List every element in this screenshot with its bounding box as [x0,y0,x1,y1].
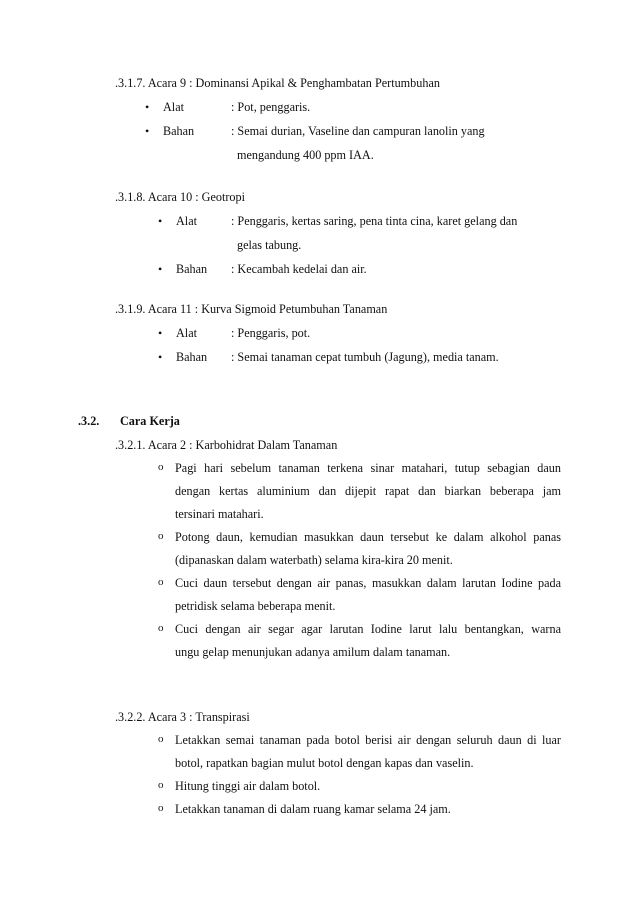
section-heading-321: .3.2.1. Acara 2 : Karbohidrat Dalam Tanaman [115,438,338,452]
step-line: Hitung tinggi air dalam botol. [175,779,321,793]
section-number-32: .3.2. [78,414,100,428]
section-heading-317: .3.1.7. Acara 9 : Dominansi Apikal & Penghambatan Pertumbuhan [115,76,440,90]
item-label-alat: Alat [176,214,197,228]
item-value: : Pot, penggaris. [231,100,311,114]
item-value-continuation: gelas tabung. [237,238,302,252]
step-line: Letakkan tanaman di dalam ruang kamar selama 24 jam. [175,802,451,816]
section-title-32: Cara Kerja [120,414,180,428]
step-line: tersinari matahari. [175,507,264,521]
bullet-icon: • [158,350,163,364]
section-heading-319: .3.1.9. Acara 11 : Kurva Sigmoid Petumbuhan Tanaman [115,302,388,316]
circle-bullet-icon: o [158,779,164,791]
circle-bullet-icon: o [158,802,164,814]
circle-bullet-icon: o [158,622,164,634]
item-label-bahan: Bahan [176,262,208,276]
circle-bullet-icon: o [158,733,164,745]
step-line: dengan kertas aluminium dan dijepit rapat dan biarkan beberapa jam [175,484,561,498]
step-line: botol, rapatkan bagian mulut botol dengan kapas dan vaselin. [175,756,474,770]
bullet-icon: • [145,124,150,138]
circle-bullet-icon: o [158,576,164,588]
step-line: Potong daun, kemudian masukkan daun tersebut ke dalam alkohol panas [175,530,561,544]
step-line: Cuci daun tersebut dengan air panas, masukkan dalam larutan Iodine pada [175,576,561,590]
bullet-icon: • [158,214,163,228]
item-label-alat: Alat [176,326,197,340]
item-value: : Semai tanaman cepat tumbuh (Jagung), media tanam. [231,350,499,364]
item-label-alat: Alat [163,100,184,114]
item-label-bahan: Bahan [176,350,208,364]
item-value-continuation: mengandung 400 ppm IAA. [237,148,374,162]
step-line: Cuci dengan air segar agar larutan Iodine larut lalu bentangkan, warna [175,622,561,636]
bullet-icon: • [158,262,163,276]
step-line: ungu gelap menunjukan adanya amilum dalam tanaman. [175,645,451,659]
item-value: : Semai durian, Vaseline dan campuran lanolin yang [231,124,485,138]
item-value: : Kecambah kedelai dan air. [231,262,367,276]
step-line: (dipanaskan dalam waterbath) selama kira-kira 20 menit. [175,553,453,567]
step-line: petridisk selama beberapa menit. [175,599,336,613]
section-heading-322: .3.2.2. Acara 3 : Transpirasi [115,710,250,724]
section-heading-318: .3.1.8. Acara 10 : Geotropi [115,190,245,204]
circle-bullet-icon: o [158,461,164,473]
step-line: Pagi hari sebelum tanaman terkena sinar matahari, tutup sebagian daun [175,461,561,475]
bullet-icon: • [145,100,150,114]
item-label-bahan: Bahan [163,124,195,138]
item-value: : Penggaris, kertas saring, pena tinta cina, karet gelang dan [231,214,518,228]
item-value: : Penggaris, pot. [231,326,311,340]
step-line: Letakkan semai tanaman pada botol berisi air dengan seluruh daun di luar [175,733,561,747]
bullet-icon: • [158,326,163,340]
circle-bullet-icon: o [158,530,164,542]
